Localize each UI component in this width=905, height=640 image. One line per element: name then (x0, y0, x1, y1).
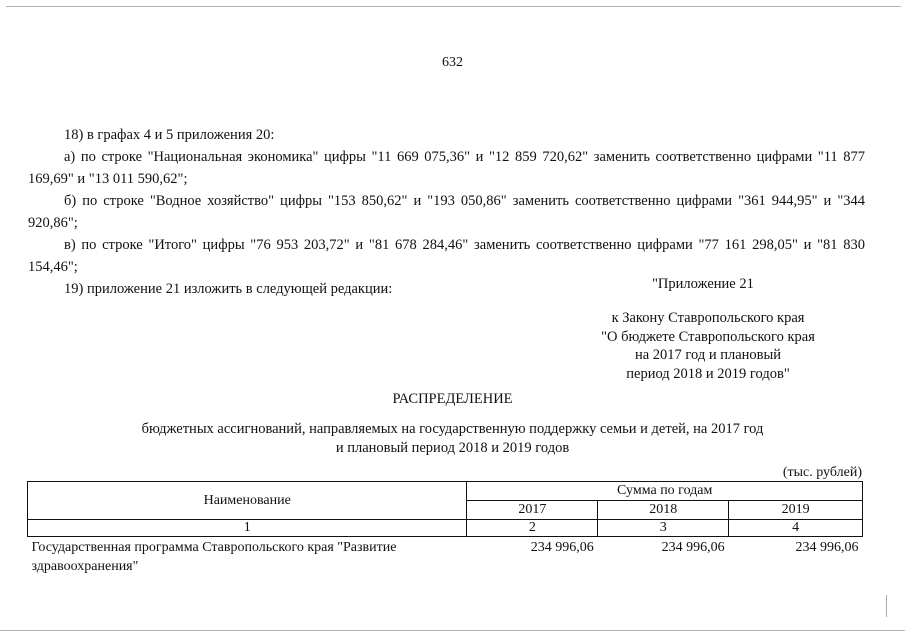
column-index: 4 (729, 520, 863, 537)
item-18: 18) в графах 4 и 5 приложения 20: (64, 127, 275, 143)
item-19: 19) приложение 21 изложить в следующей редакции: (64, 281, 393, 297)
column-header-name: Наименование (28, 482, 467, 520)
column-header-year: 2017 (467, 501, 598, 520)
column-index: 3 (598, 520, 729, 537)
document-subtitle-1: бюджетных ассигнований, направляемых на государственную поддержку семьи и детей, на 2017 год (141, 421, 764, 437)
item-18c: в) по строке "Итого" цифры "76 953 203,72" и "81 678 284,46" заменить соответственно цифрами "77 161 298,05" и "81 830 154,46"; (28, 237, 865, 275)
document-subtitle-2: и плановый период 2018 и 2019 годов (335, 440, 570, 456)
column-index: 1 (28, 520, 467, 537)
appendix-line-4: период 2018 и 2019 годов" (626, 365, 790, 382)
appendix-reference (594, 309, 822, 383)
row-value-2017: 234 996,06 (530, 540, 594, 555)
table-row (28, 537, 863, 577)
column-header-year: 2019 (729, 501, 863, 520)
item-18a: а) по строке "Национальная экономика" цифры "11 669 075,36" и "12 859 720,62" заменить соответственно цифрами "11 877 169,69" и "13 011 590,62"; (28, 149, 865, 187)
margin-mark (886, 595, 887, 617)
row-value-2019: 234 996,06 (795, 540, 859, 555)
row-name: Государственная программа Ставропольского края "Развитие здравоохранения" (31, 540, 397, 574)
page-number: 632 (442, 55, 463, 70)
amendment-items (28, 124, 865, 300)
units-label: (тыс. рублей) (782, 465, 862, 480)
row-value-2018: 234 996,06 (661, 540, 725, 555)
allocation-table (27, 481, 863, 576)
document-title: РАСПРЕДЕЛЕНИЕ (392, 391, 513, 407)
column-index-row (28, 520, 863, 537)
column-header-year: 2018 (598, 501, 729, 520)
scan-line-top (6, 6, 901, 7)
appendix-line-2: "О бюджете Ставропольского края (601, 328, 815, 345)
column-index: 2 (467, 520, 598, 537)
appendix-line-3: на 2017 год и плановый (634, 347, 782, 363)
table-header-row (28, 482, 863, 501)
column-header-sum: Сумма по годам (467, 482, 863, 501)
appendix-line-1: к Закону Ставропольского края (611, 310, 805, 326)
scan-line-bottom (0, 630, 905, 631)
item-18b: б) по строке "Водное хозяйство" цифры "153 850,62" и "193 050,86" заменить соответственно цифрами "361 944,95" и "344 920,86"; (28, 193, 865, 231)
appendix-title: "Приложение 21 (652, 276, 754, 292)
